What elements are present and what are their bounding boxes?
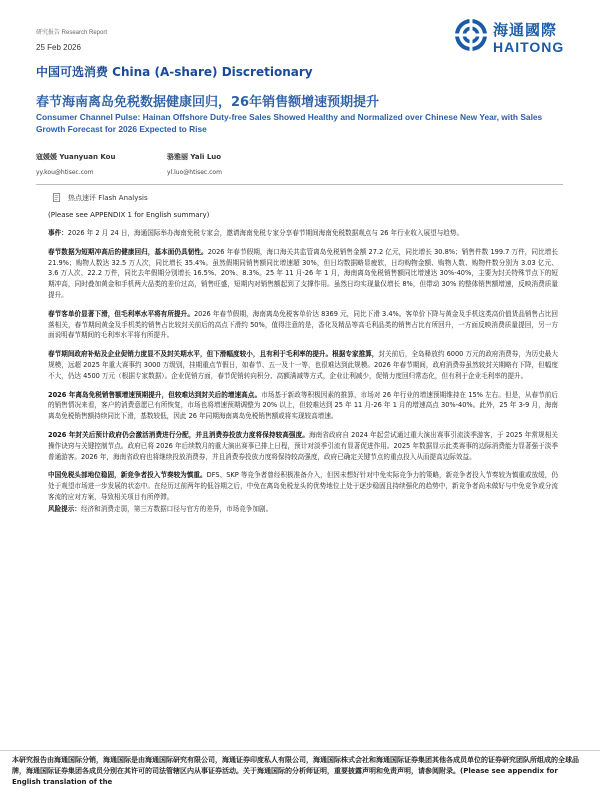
paragraph-2026-outlook (48, 390, 558, 422)
report-body (48, 228, 558, 523)
paragraph-lead: 2026 年封关后预计政府仍会激活消费进行分配，并且消费券投放力度将保持较高强度。 (48, 430, 309, 439)
haitong-logo-icon (454, 18, 488, 52)
paragraph-lead: 春节期间政府补贴及企业促销力度显不及封关期水平，但下滑幅度较小，且有利于毛利率的提升。根据专家推算， (48, 350, 379, 359)
paragraph-unit-price (48, 309, 558, 341)
author-1 (36, 152, 115, 176)
divider (36, 184, 563, 185)
logo-text-cn: 海通國際 (493, 21, 558, 39)
author-2 (167, 152, 222, 176)
paragraph-lead: 春节数据为短期冲高后的健康回归，基本面仍具韧性。 (48, 247, 208, 256)
author-name: 寇媛媛 Yuanyuan Kou (36, 153, 116, 161)
paragraph-spring-data (48, 247, 558, 301)
paragraph-lead: 事件： (48, 229, 68, 237)
paragraph-competition (48, 470, 558, 502)
appendix-note: (Please see APPENDIX 1 for English summary) (48, 211, 210, 219)
author-email[interactable]: yy.kou@htisec.com (36, 169, 94, 176)
paragraph-body: DFS、SKP 等竞争者曾经积极准备介入，但因未想好针对中免实际竞争力的策略，新竞争者投入节奏较为慎重或放缓，仍处于观望市场进一步发展的状态中。在经历过前两年的低谷期之后，中免在离岛免税龙头的优势地位上处于逐步稳固且持续强化的趋势中，新竞争者尚未做好与中免竞争或分流客流的应对方案，导致相关项目有所停滞。 (48, 471, 558, 501)
paragraph-risk (48, 504, 558, 515)
paragraph-body: 封关前后，全岛释放约 6000 万元的政府消费券，为历史最大规模，远超 2025 年重大赛事约 3000 万级别，挂期重点节假日，如春节、五一及十一等，也很难达到此规模。2026 年春节期间，政府消费券虽然较封关期略有下降，但幅度不大，仍达 4500 万元（根据专家数据）。企业促销方面，春节促销转向积分、高额满减等方式，企业让利减少，促销力度回归常态化，但有利于企业毛利率的提升。 (48, 350, 558, 380)
footer-disclaimer: 本研究报告由海通国际分销，海通国际是由海通国际研究有限公司，海通证券印度私人有限公司，海通国际株式会社和海通国际证券集团其他各成员单位的证券研究团队所组成的全球品牌，海通国际证券集团各成员分别在其许可的司法管辖区内从事证券活动。关于海通国际的分析师证明，重要披露声明和免责声明，请参阅附录。(Please see appendix for English translation of the (0, 750, 600, 788)
paragraph-subsidy (48, 349, 558, 381)
report-title-cn: 春节海南离岛免税数据健康回归，26年销售额增速预期提升 (36, 95, 380, 110)
paragraph-body: 2026 年春节假期，海口海关共监管离岛免税销售金额 27.2 亿元，同比增长 30.8%；销售件数 199.7 万件，同比增长 21.9%；购物人数达 32.5 万人次，同比增长 35.4%。虽然假期同销售额同比增速超 30%，但日均数据略显疲软，日均购物金额、购物人数、购物件数分别为 3.03 亿元、3.6 万人次、22.2 万件，同比去年假期分别增长 16.5%、20%、8.3%。25 年 11 月-26 年 1 月，海南离岛免税销售额同比增速达 30%-40%，主要为封关特殊节点下的短期冲高，同时叠加黄金和手机两大品类的差价过高，销售旺盛，短期内对销售额起到了支撑作用。虽然日均实现量仅增长 8%，但带动 30% 的整体销售额增速，反映消费质量提升。 (48, 247, 559, 299)
logo-text-en: HAITONG (493, 39, 565, 55)
paragraph-body: 经济和消费走弱，第三方数据口径与官方的差异，市场竞争加剧。 (80, 504, 273, 513)
sector-heading: 中国可选消费 China (A-share) Discretionary (36, 65, 313, 79)
paragraph-body: 2026 年 2 月 24 日，海通国际举办海南免税专家会，邀请海南免税专家分享春节期间海南免税数据观点与 26 年行业收入展望与趋势。 (67, 229, 464, 237)
haitong-logo (454, 18, 574, 60)
author-email[interactable]: yl.luo@htisec.com (167, 169, 222, 176)
report-type: 研究报告 Research Report (36, 30, 108, 36)
report-title-en: Consumer Channel Pulse: Hainan Offshore Duty-free Sales Showed Healthy and Normalized over Chinese New Year, with Sales Growth Forecast for 2026 Expected to Rise (36, 112, 543, 134)
paragraph-event (48, 228, 558, 239)
report-date: 25 Feb 2026 (36, 43, 81, 52)
paragraph-lead: 春节客单价显著下滑，但毛利率水平将有所提升。 (48, 309, 194, 318)
paragraph-lead: 中国免税头部地位稳固，新竞争者投入节奏较为慎重。 (48, 471, 207, 480)
paragraph-body: 2026 年春节假期，海南离岛免税客单价达 8369 元，同比下滑 3.4%。客单价下降与黄金及手机这类高价值货品销售占比回落相关，春节期间黄金及手机类的销售占比较封关前后的高点下滑约 50%，值得注意的是，香化及精品等高毛利品类的销售占比有所回升，一方面反映消费质量提回，另一方面说明春节期间的毛利率水平将有所提升。 (48, 309, 559, 340)
author-name: 骆雅丽 Yali Luo (167, 153, 222, 161)
paragraph-government (48, 430, 558, 462)
flash-analysis-label: 热点速评 Flash Analysis (68, 194, 148, 202)
paragraph-lead: 2026 年离岛免税销售额增速预期提升，但较难达到封关后的增速高点。 (48, 390, 262, 399)
document-icon (52, 193, 61, 202)
paragraph-lead: 风险提示： (48, 504, 81, 513)
paragraph-body: 市场基于新政等积极因素的推算，市场对 26 年行业的增速预期维持在 15% 左右。但是，从春节前后的销售情况来看，客户的消费意愿已有所恢复，市场也将增速预期调整为 20% 以上，但较难达到 25 年 11 月-26 年 1 月的增速高点 30%-40%。此外，25 年 3-9 月，海南离岛免税销售额持续同比下滑，基数较低，因此 26 年同期海南离岛免税销售额或将实现较高增速。 (48, 390, 558, 421)
paragraph-body: 海南省政府自 2024 年起尝试通过重大演出赛事引流淡季游客，于 2025 年常规相关操作诀窍与关键控制节点。政府已将 2026 年后续数月的重大演出赛事已排上日程，预计对淡季引流有显著促进作用。2025 年数据显示此类赛事的边际消费能力显著强于淡季普通游客。2026 年，海南省政府也将继续投放消费券，并且消费券投放力度将保持较高强度，政府已确定关键节点的重点投入从而提高边际效益。 (48, 430, 558, 461)
